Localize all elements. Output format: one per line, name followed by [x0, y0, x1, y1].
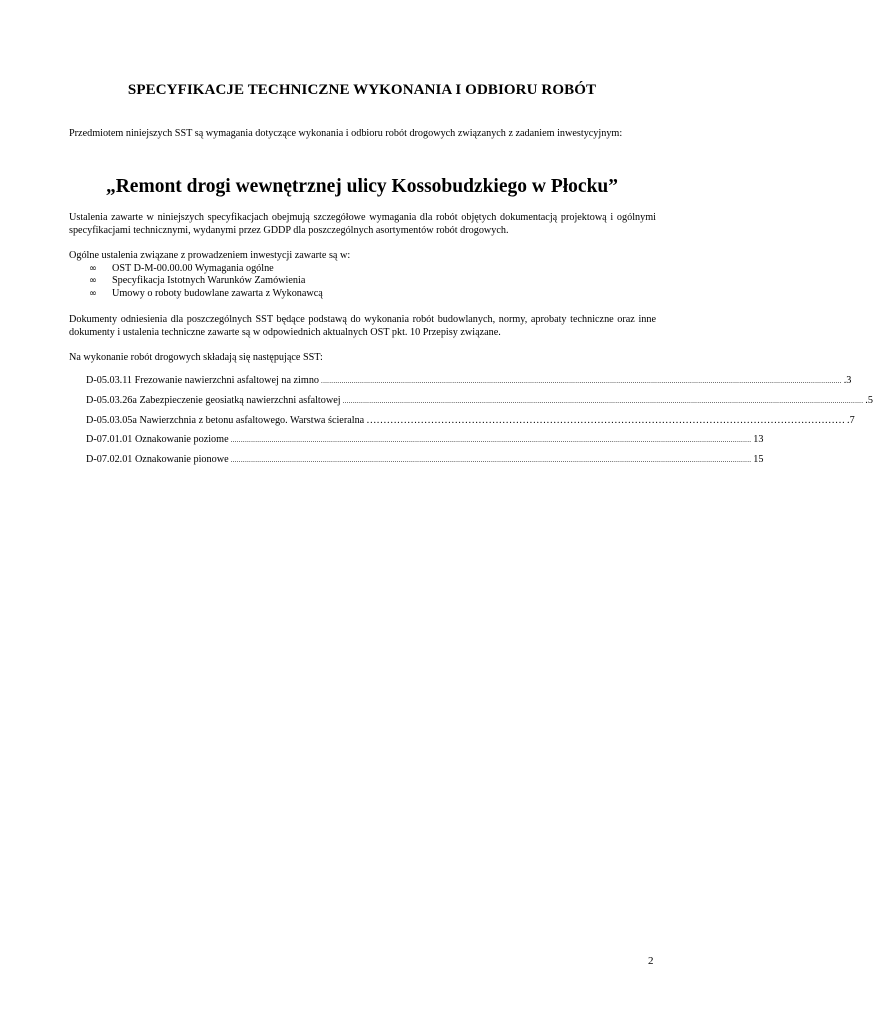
list-item — [69, 263, 656, 276]
list-item-text: Umowy o roboty budowlane zawarta z Wykonawcą — [112, 287, 323, 299]
infinity-bullet-icon: ∞ — [89, 275, 97, 287]
project-title: „Remont drogi wewnętrznej ulicy Kossobudzkiego w Płocku” — [105, 176, 619, 197]
toc-entry-title: D-05.03.26a Zabezpieczenie geosiatką nawierzchni asfaltowej — [86, 394, 341, 406]
toc-entry[interactable] — [86, 414, 855, 435]
list-item — [69, 288, 656, 301]
list-item-text: Specyfikacja Istotnych Warunków Zamówienia — [112, 275, 306, 287]
sst-list-label: Na wykonanie robót drogowych składają się następujące SST: — [69, 352, 323, 363]
infinity-bullet-icon: ∞ — [89, 287, 97, 299]
list-item — [69, 275, 656, 288]
toc-dot-leader: .............................................................................................................................................................................................................................................................. — [321, 377, 842, 385]
toc-dot-leader: …………………………………………………………………………………………………………………………… — [366, 414, 846, 426]
toc-dot-leader: .............................................................................................................................................................................................................................................................. — [342, 396, 864, 405]
toc-entry[interactable] — [86, 375, 852, 395]
toc-entry[interactable] — [86, 394, 873, 415]
list-item-text: OST D-M-00.00.00 Wymagania ogólne — [112, 262, 274, 274]
infinity-bullet-icon: ∞ — [89, 262, 97, 274]
toc-entry[interactable] — [86, 454, 764, 474]
toc-entry-page: 13 — [753, 434, 764, 446]
table-of-contents — [86, 375, 873, 474]
toc-entry-title: D-07.01.01 Oznakowanie poziome — [86, 434, 229, 446]
page-number: 2 — [648, 955, 654, 967]
intro-paragraph: Przedmiotem niniejszych SST są wymagania dotyczące wykonania i odbioru robót drogowych związanych z zadaniem inwestycyjnym: — [69, 128, 623, 139]
general-section — [69, 250, 656, 300]
toc-entry-page: .5 — [865, 394, 873, 406]
toc-entry-title: D-07.02.01 Oznakowanie pionowe — [86, 454, 229, 466]
toc-dot-leader: .............................................................................................................................................................................................................................................................. — [230, 456, 752, 465]
document-heading: SPECYFIKACJE TECHNICZNE WYKONANIA I ODBIORU ROBÓT — [127, 82, 597, 98]
bullet-list — [69, 263, 656, 301]
documents-paragraph: Dokumenty odniesienia dla poszczególnych SST będące podstawą do wykonania robót budowlanych, normy, aprobaty techniczne oraz inne dokumenty i ustalenia techniczne zawarte są w odpowiednich aktualnych OST pkt. 10 Przepisy związane. — [69, 314, 656, 338]
general-intro: Ogólne ustalenia związane z prowadzeniem inwestycji zawarte są w: — [69, 250, 351, 261]
toc-entry[interactable] — [86, 434, 764, 454]
toc-dot-leader: .............................................................................................................................................................................................................................................................. — [230, 436, 752, 445]
toc-entry-page: .7 — [847, 414, 855, 426]
toc-entry-page: .3 — [843, 375, 852, 386]
toc-entry-page: 15 — [753, 454, 764, 466]
toc-entry-title: D-05.03.05a Nawierzchnia z betonu asfaltowego. Warstwa ścieralna — [86, 414, 365, 426]
scope-paragraph: Ustalenia zawarte w niniejszych specyfikacjach obejmują szczegółowe wymagania dla robót objętych dokumentacją projektową i ogólnymi specyfikacjami technicznymi, wydanymi przez GDDP dla poszczególnych asortymentów robót drogowych. — [69, 212, 656, 236]
toc-entry-title: D-05.03.11 Frezowanie nawierzchni asfaltowej na zimno — [86, 375, 320, 386]
